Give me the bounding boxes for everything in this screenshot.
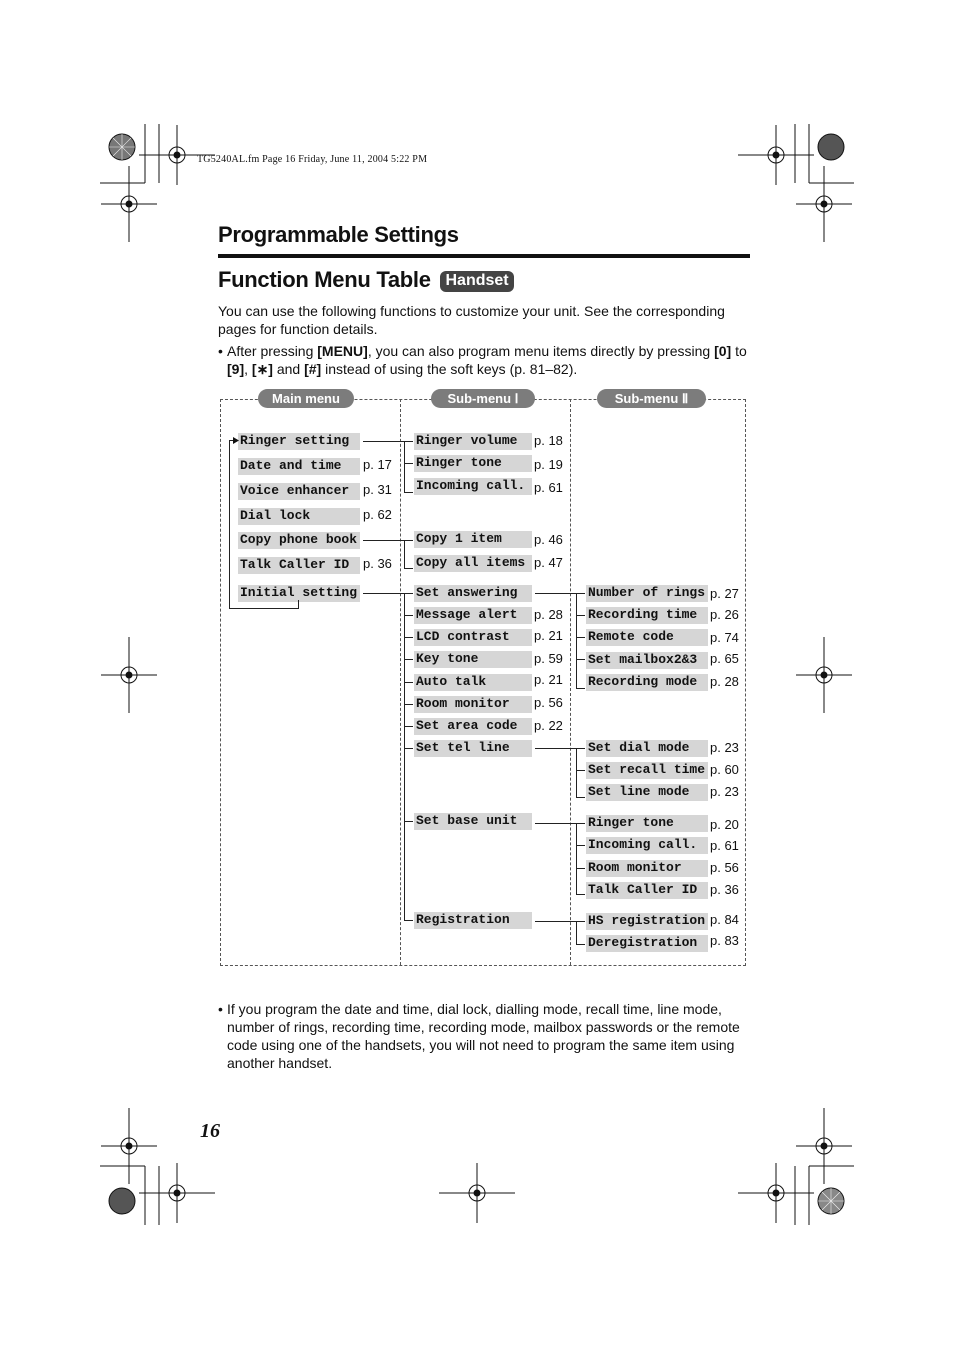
connector-line <box>404 920 413 921</box>
sub2-menu-item: Recording mode <box>586 674 708 691</box>
page-ref: p. 65 <box>710 651 739 666</box>
page-ref: p. 28 <box>710 674 739 689</box>
page-ref: p. 20 <box>710 817 739 832</box>
key-star: [∗] <box>251 361 273 377</box>
page-ref: p. 23 <box>710 740 739 755</box>
key-9: [9] <box>227 361 245 377</box>
column-divider <box>570 399 571 965</box>
connector-line <box>404 540 405 569</box>
page-ref: p. 61 <box>534 480 563 495</box>
key-hash: [#] <box>304 361 322 377</box>
sub2-menu-item: Set recall time <box>586 762 708 779</box>
main-menu-item: Initial setting <box>238 585 360 602</box>
sub1-menu-item: Set area code <box>414 718 532 735</box>
key-menu: [MENU] <box>317 343 368 359</box>
bullet-text: If you program the date and time, dial lock, dialling mode, recall time, line mode, number of rings, recording time, recording mode, mailbox passwords or the remote code using one of the handsets, you will not need to program the same item using another handset. <box>227 1001 740 1071</box>
connector-line <box>535 823 585 824</box>
connector-line <box>535 593 585 594</box>
page-ref: p. 36 <box>710 882 739 897</box>
connector-line <box>535 748 585 749</box>
bullet-text: instead of using the soft keys (p. 81–82). <box>321 361 578 377</box>
main-menu-item: Copy phone book <box>238 532 360 549</box>
connector-line <box>404 463 413 464</box>
bullet-icon: • <box>218 343 223 359</box>
bullet-text: to <box>731 343 747 359</box>
page-ref: p. 28 <box>534 607 563 622</box>
header-sub-menu-1: Sub-menu Ⅰ <box>431 389 535 408</box>
connector-line <box>404 615 413 616</box>
sub1-menu-item: Set tel line <box>414 740 532 757</box>
connector-line <box>404 682 413 683</box>
connector-line <box>404 659 413 660</box>
sub2-menu-item: Recording time <box>586 607 708 624</box>
page-ref: p. 61 <box>710 838 739 853</box>
sub1-menu-item: Copy 1 item <box>414 531 532 548</box>
header-sub-menu-2: Sub-menu Ⅱ <box>597 389 706 408</box>
bullet-text: , <box>244 361 252 377</box>
page-ref: p. 22 <box>534 718 563 733</box>
header-main-menu: Main menu <box>258 389 354 408</box>
main-menu-item: Date and time <box>238 458 360 475</box>
page-ref: p. 17 <box>363 457 392 472</box>
page-ref: p. 56 <box>710 860 739 875</box>
connector-line <box>576 823 577 895</box>
sub1-menu-item: Auto talk <box>414 674 532 691</box>
connector-line <box>404 441 405 493</box>
page-ref: p. 74 <box>710 630 739 645</box>
page-ref: p. 26 <box>710 607 739 622</box>
connector-line <box>404 748 413 749</box>
page-number: 16 <box>200 1120 220 1142</box>
handset-badge: Handset <box>440 271 513 292</box>
sub2-menu-item: Deregistration <box>586 935 708 952</box>
column-divider <box>400 399 401 965</box>
connector-line <box>404 704 413 705</box>
sub1-menu-item: Set base unit <box>414 813 532 830</box>
section-rule <box>218 254 750 258</box>
sub2-menu-item: Incoming call. <box>586 837 708 854</box>
page-ref: p. 18 <box>534 433 563 448</box>
file-header: TG5240AL.fm Page 16 Friday, June 11, 2004 5:22 PM <box>197 154 428 165</box>
connector-line <box>576 593 577 689</box>
loop-line <box>298 600 299 609</box>
main-menu-item: Ringer setting <box>238 433 360 450</box>
connector-line <box>363 540 413 541</box>
page-ref: p. 21 <box>534 628 563 643</box>
page-ref: p. 62 <box>363 507 392 522</box>
connector-line <box>576 921 577 945</box>
page-ref: p. 46 <box>534 532 563 547</box>
page-ref: p. 59 <box>534 651 563 666</box>
page-ref: p. 83 <box>710 933 739 948</box>
key-0: [0] <box>714 343 732 359</box>
connector-line <box>576 615 585 616</box>
section-title: Programmable Settings <box>218 222 459 247</box>
sub2-menu-item: Remote code <box>586 629 708 646</box>
connector-line <box>576 845 585 846</box>
sub2-menu-item: HS registration <box>586 913 708 930</box>
bullet-program-note <box>218 1000 748 1072</box>
page-ref: p. 36 <box>363 556 392 571</box>
sub2-menu-item: Talk Caller ID <box>586 882 708 899</box>
page-ref: p. 27 <box>710 586 739 601</box>
sub2-menu-item: Room monitor <box>586 860 708 877</box>
connector-line <box>404 492 413 493</box>
sub2-menu-item: Set line mode <box>586 784 708 801</box>
connector-line <box>576 868 585 869</box>
page-ref: p. 84 <box>710 912 739 927</box>
bullet-menu-keys <box>218 342 748 378</box>
sub1-menu-item: Registration <box>414 912 532 929</box>
connector-line <box>576 770 585 771</box>
sub2-menu-item: Set mailbox2&3 <box>586 652 708 669</box>
connector-line <box>404 568 413 569</box>
connector-line <box>576 688 585 689</box>
bullet-icon: • <box>218 1001 223 1017</box>
sub1-menu-item: Room monitor <box>414 696 532 713</box>
page-ref: p. 56 <box>534 695 563 710</box>
connector-line <box>576 894 585 895</box>
page-ref: p. 31 <box>363 482 392 497</box>
page-title <box>218 267 514 293</box>
main-menu-item: Talk Caller ID <box>238 557 360 574</box>
sub1-menu-item: Ringer tone <box>414 455 532 472</box>
sub2-menu-item: Ringer tone <box>586 815 708 832</box>
page-ref: p. 21 <box>534 672 563 687</box>
page-title-text: Function Menu Table <box>218 267 431 292</box>
connector-line <box>576 748 577 798</box>
connector-line <box>576 637 585 638</box>
sub1-menu-item: Incoming call. <box>414 478 532 495</box>
connector-line <box>576 659 585 660</box>
bullet-text: , you can also program menu items directly by pressing <box>367 343 715 359</box>
sub1-menu-item: LCD contrast <box>414 629 532 646</box>
main-menu-item: Voice enhancer <box>238 483 360 500</box>
connector-line <box>363 593 413 594</box>
page-ref: p. 19 <box>534 457 563 472</box>
connector-line <box>404 726 413 727</box>
sub1-menu-item: Set answering <box>414 585 532 602</box>
sub1-menu-item: Copy all items <box>414 555 532 572</box>
sub1-menu-item: Ringer volume <box>414 433 532 450</box>
page-ref: p. 23 <box>710 784 739 799</box>
loop-line <box>229 440 230 608</box>
connector-line <box>576 944 585 945</box>
sub2-menu-item: Number of rings <box>586 585 708 602</box>
intro-paragraph: You can use the following functions to customize your unit. See the corresponding pages for function details. <box>218 303 725 337</box>
loop-line <box>229 608 299 609</box>
connector-line <box>535 921 585 922</box>
bullet-text: and <box>272 361 305 377</box>
sub1-menu-item: Key tone <box>414 651 532 668</box>
connector-line <box>363 441 413 442</box>
main-menu-item: Dial lock <box>238 508 360 525</box>
connector-line <box>404 637 413 638</box>
connector-line <box>404 593 405 920</box>
sub1-menu-item: Message alert <box>414 607 532 624</box>
connector-line <box>404 821 413 822</box>
page-ref: p. 60 <box>710 762 739 777</box>
sub2-menu-item: Set dial mode <box>586 740 708 757</box>
arrow-icon <box>233 437 239 444</box>
connector-line <box>576 797 585 798</box>
bullet-text: After pressing <box>227 343 318 359</box>
page-ref: p. 47 <box>534 555 563 570</box>
